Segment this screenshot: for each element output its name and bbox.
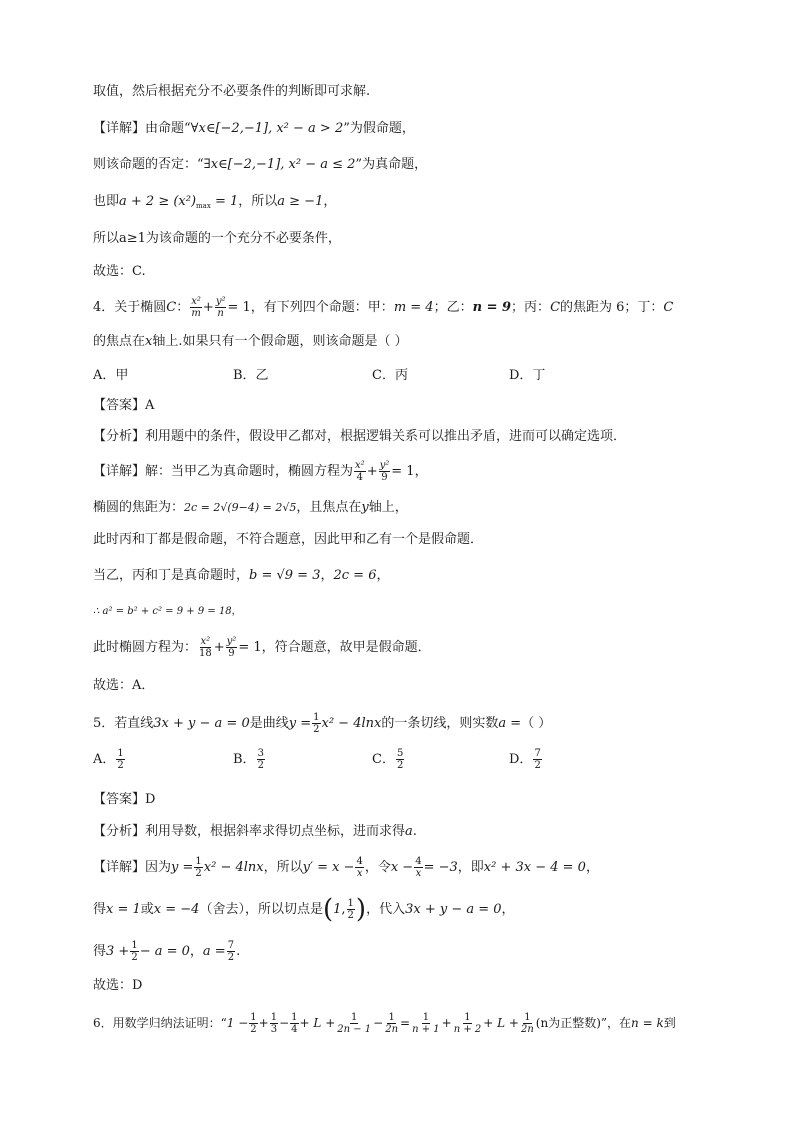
text: .	[412, 824, 417, 839]
question-text: 是曲线	[249, 716, 289, 731]
math-one: 1	[253, 640, 262, 655]
detail-4-line-4	[93, 566, 390, 586]
text: 轴上，	[368, 500, 408, 515]
text: 则该命题的否定：“	[93, 157, 204, 172]
subscript: max	[196, 202, 211, 210]
option-d[interactable]: D．丁	[509, 368, 546, 383]
detail-line-2	[93, 155, 427, 175]
fraction: $\frac{\text{x²}}{m}$	[191, 296, 201, 319]
math-expression: 3x + y − a = 0	[153, 716, 250, 731]
question-6-line-1: 6．用数学归纳法证明：“1 − $\frac{1}{2}$ + $\frac{1}{3}$ − $\frac{1}{4}$ + L + $\frac{1}{2n - 1}$ − $\frac{1}{2n}$ = $\frac{1}{n + 1}$ + $\frac{1}{n + 2}$ + L + $\frac{1}{2n}$ (n为正整数)”，在n = k到	[93, 1012, 676, 1035]
question-text: 轴上.如果只有一个假命题，则该命题是（ ）	[152, 334, 408, 349]
text: ”为真命题，	[355, 157, 428, 172]
question-text: 4．关于椭圆	[93, 300, 167, 315]
math-expression: b = √9 = 3	[249, 568, 321, 583]
detail-tag: 【详解】	[93, 464, 146, 479]
math-eq: =	[227, 300, 243, 315]
answer-value: D	[145, 792, 156, 807]
question-text: 的焦距为 6；丁：	[560, 300, 664, 315]
fraction: $\frac{1}{2}$	[313, 712, 320, 735]
math-one: 1	[406, 464, 415, 479]
option-d[interactable]: D． $\frac{7}{2}$	[509, 748, 541, 771]
fraction: $\frac{\text{y²}}{n}$	[215, 296, 226, 319]
math-expression: = 1	[210, 194, 239, 209]
detail-4-line-2	[93, 498, 408, 518]
option-c[interactable]: C．丙	[372, 368, 408, 383]
answer-tag: 【答案】	[93, 398, 146, 413]
analysis-tag: 【分析】	[93, 824, 146, 839]
question-text: ，有下列四个命题：甲：	[250, 300, 394, 315]
question-text: 5．若直线	[93, 716, 154, 731]
text: ，	[376, 568, 390, 583]
math-expression: a =	[498, 716, 522, 731]
option-b[interactable]: B．乙	[233, 368, 269, 383]
text: 此时椭圆方程为：	[93, 640, 198, 655]
math-expression: m = 4	[393, 300, 434, 315]
question-text: 的焦点在	[93, 334, 146, 349]
text: 椭圆的焦距为：	[93, 500, 185, 515]
text: 由命题“	[145, 121, 191, 136]
answer-5	[93, 790, 155, 810]
question-text: 的一条切线，则实数	[381, 716, 499, 731]
answer-value: A	[145, 398, 155, 413]
question-4-line-1: 4．关于椭圆C： $\frac{\text{x²}}{m}$ + $\frac{\text{y²}}{n}$ = 1，有下列四个命题：甲：m = 4；乙：n = 9；丙：C的焦距为 6；丁：C	[93, 296, 674, 319]
fraction: $\frac{\text{x²}}{4}$	[355, 460, 365, 483]
math-var: C	[663, 300, 674, 315]
math-expression: 2c = 2√(9−4) = 2√5	[184, 501, 297, 514]
text: ，	[323, 194, 337, 209]
math-one: 1	[242, 300, 251, 315]
text: ，	[320, 568, 334, 583]
text: 当乙，丙和丁是真命题时，	[93, 568, 250, 583]
question-text: （ ）	[521, 716, 552, 731]
math-expression: 2c = 6	[333, 568, 377, 583]
math-var: a	[405, 824, 413, 839]
fraction: $\frac{\text{x²}}{18}$	[199, 636, 212, 659]
answer-4	[93, 396, 154, 416]
math-expression: ∃x∈[−2,−1], x² − a ≤ 2	[203, 157, 356, 172]
analysis-text: 利用题中的条件，假设甲乙都对，根据逻辑关系可以推出矛盾，进而可以确定选项．	[145, 429, 627, 444]
question-4-line-2	[93, 332, 408, 352]
math-expression: n = 9	[472, 300, 512, 315]
question-text: ；乙：	[433, 300, 473, 315]
detail-4-line-7: 故选：A．	[93, 678, 155, 693]
text: 解：当甲乙为真命题时，椭圆方程为	[145, 464, 354, 479]
math-var: C	[166, 300, 177, 315]
answer-tag: 【答案】	[93, 792, 146, 807]
detail-5-line-4: 故选：D	[93, 978, 143, 993]
text: ，	[414, 464, 428, 479]
option-a[interactable]: A． $\frac{1}{2}$	[93, 748, 124, 771]
detail-4-line-3: 此时丙和丁都是假命题，不符合题意，因此甲和乙有一个是假命题．	[93, 532, 484, 547]
math-expression: ∴ a² = b² + c² = 9 + 9 = 18	[93, 606, 232, 617]
detail-4-line-6: 此时椭圆方程为： $\frac{\text{x²}}{18}$ + $\frac{\text{y²}}{9}$ = 1，符合题意，故甲是假命题．	[93, 636, 431, 659]
text-line-1: 取值，然后根据充分不必要条件的判断即可求解.	[93, 84, 371, 99]
text: ，符合题意，故甲是假命题．	[261, 640, 431, 655]
math-expression: y =	[288, 716, 312, 731]
detail-4-line-1: 【详解】解：当甲乙为真命题时，椭圆方程为 $\frac{\text{x²}}{4}$ + $\frac{\text{y²}}{9}$ = 1，	[93, 460, 428, 483]
punct: ：	[176, 300, 190, 315]
analysis-4	[93, 427, 626, 447]
analysis-tag: 【分析】	[93, 429, 146, 444]
math-var: C	[550, 300, 561, 315]
text: ”为假命题，	[343, 121, 415, 136]
question-text: 6．用数学归纳法证明：“	[93, 1016, 227, 1030]
question-text: ；丙：	[511, 300, 551, 315]
math-var: x	[145, 334, 153, 349]
detail-5-line-3: 得3 + $\frac{1}{2}$ − a = 0，a = $\frac{7}{2}$ .	[93, 940, 241, 963]
option-c[interactable]: C． $\frac{5}{2}$	[372, 748, 404, 771]
math-var: y	[361, 500, 369, 515]
detail-line-4: 所以a≥1为该命题的一个充分不必要条件，	[93, 231, 341, 246]
detail-tag: 【详解】	[93, 860, 146, 875]
analysis-5	[93, 822, 417, 842]
text: ，且焦点在	[296, 500, 362, 515]
math-expression: a ≥ −1	[277, 194, 324, 209]
detail-5-line-2: 得x = 1或x = −4（舍去），所以切点是(1, $\frac{1}{2}$ )，代入3x + y − a = 0，	[93, 894, 515, 925]
analysis-text: 利用导数，根据斜率求得切点坐标，进而求得	[145, 824, 406, 839]
text: ，所以	[238, 194, 278, 209]
math-expression: x² − 4lnx	[321, 716, 382, 731]
detail-tag: 【详解】	[93, 121, 146, 136]
text: 因为	[145, 860, 172, 875]
math-expression: a + 2 ≥ (x²)	[119, 194, 197, 209]
option-a[interactable]: A．甲	[93, 368, 129, 383]
math-expression: ∀x∈[−2,−1], x² − a > 2	[190, 121, 344, 136]
detail-5-line-1: 【详解】因为y = $\frac{1}{2}$ x² − 4lnx，所以y′ = x − $\frac{4}{x}$ ，令x − $\frac{4}{x}$ = −3，即x² + 3x − 4 = 0，	[93, 856, 599, 879]
text: ，	[231, 606, 242, 617]
fraction: $\frac{\text{y²}}{9}$	[379, 460, 390, 483]
fraction: $\frac{\text{y²}}{9}$	[226, 636, 237, 659]
choice-line: 故选：C.	[93, 264, 146, 279]
question-5-line-1	[93, 712, 551, 735]
detail-4-line-5	[93, 602, 242, 622]
detail-line-1	[93, 119, 415, 139]
text: 也即	[93, 194, 120, 209]
detail-line-3	[93, 192, 336, 216]
option-b[interactable]: B． $\frac{3}{2}$	[233, 748, 264, 771]
